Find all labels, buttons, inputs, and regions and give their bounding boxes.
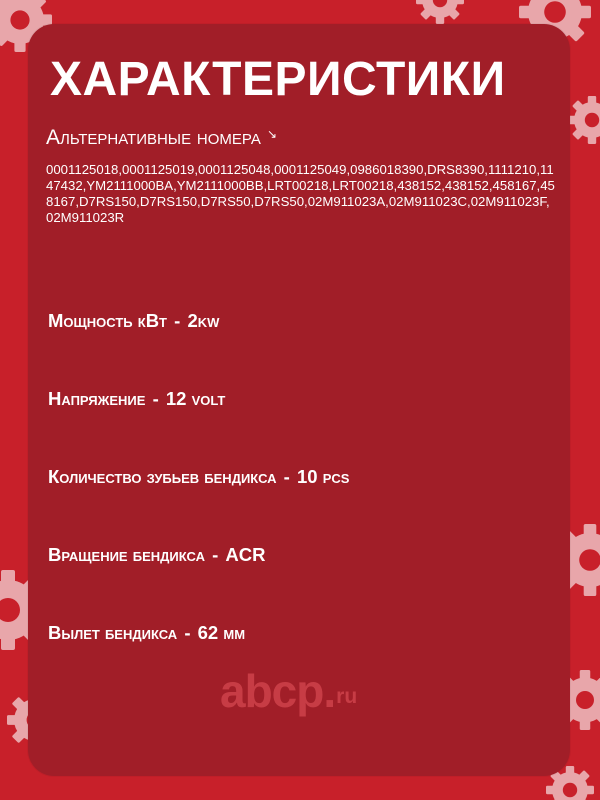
gear-icon [416, 0, 464, 24]
spec-separator: - [283, 466, 290, 487]
spec-value: 12 [165, 388, 187, 409]
page-title: ХАРАКТЕРИСТИКИ [50, 53, 506, 106]
spec-bendix-teeth [48, 466, 349, 488]
alternative-numbers-list: 0001125018,0001125019,0001125048,0001125049,0986018390,DRS8390,1111210,1147432,YM2111000BA,YM2111000BB,LRT00218,LRT00218,438152,438152,458167,458167,D7RS150,D7RS150,D7RS50,D7RS50,02M911023A,02M911023C,02M911023F,02M911023R [46, 162, 555, 225]
spec-separator: - [184, 622, 191, 643]
spec-power [48, 310, 219, 332]
spec-separator: - [174, 310, 181, 331]
alternative-numbers-heading [46, 126, 277, 150]
logo-dot: . [323, 665, 337, 717]
spec-bendix-offset [48, 622, 245, 644]
spec-value: ACR [225, 544, 266, 565]
logo-main-text: abcp [220, 665, 324, 717]
spec-value: 10 [296, 466, 318, 487]
abcp-logo [220, 664, 357, 718]
spec-label: Вращение бендикса [48, 544, 205, 565]
spec-voltage [48, 388, 225, 410]
spec-label: Вылет бендикса [48, 622, 178, 643]
spec-label: Количество зубьев бендикса [48, 466, 277, 487]
alternative-numbers-label: Альтернативные номера [46, 126, 261, 149]
spec-unit: мм [223, 622, 246, 643]
spec-unit: volt [191, 388, 226, 409]
spec-value: 2 [187, 310, 198, 331]
spec-bendix-rotation [48, 544, 266, 566]
spec-unit: kw [197, 310, 220, 331]
spec-unit: pcs [322, 466, 350, 487]
spec-value: 62 [197, 622, 219, 643]
spec-separator: - [212, 544, 219, 565]
spec-separator: - [152, 388, 159, 409]
spec-label: Мощность кВт [48, 310, 167, 331]
arrow-down-right-icon: ↘ [266, 127, 277, 142]
logo-tld: ru [336, 685, 358, 708]
spec-label: Напряжение [48, 388, 146, 409]
gear-icon [568, 96, 600, 144]
characteristics-card [28, 24, 570, 776]
